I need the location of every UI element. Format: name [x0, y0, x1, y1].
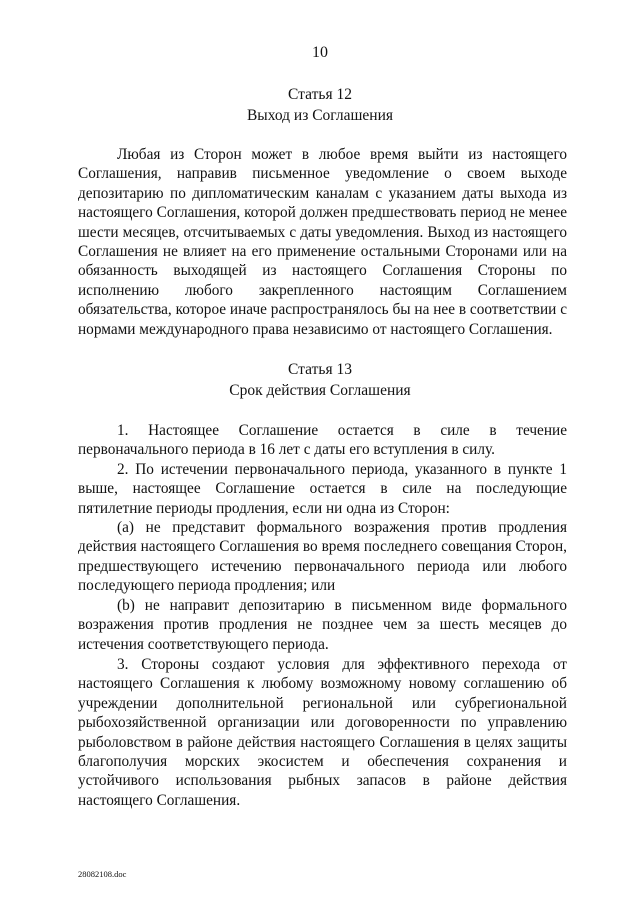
article-13-subparagraph-b: (b) не направит депозитарию в письменном виде формального возражения против продления не позднее чем за шесть месяцев до истечения соответствующего периода.	[78, 597, 567, 653]
article-13-paragraph-2: 2. По истечении первоначального периода, указанного в пункте 1 выше, настоящее Соглашение остается в силе на последующие пятилетние периоды продления, если ни одна из Сторон:	[78, 461, 567, 517]
page-number: 10	[312, 44, 328, 61]
article-12-paragraph: Любая из Сторон может в любое время выйти из настоящего Соглашения, направив письменное уведомление о своем выходе депозитарию по дипломатическим каналам с указанием даты выхода из настоящего Соглашения, которой должен предшествовать период не менее шести месяцев, отсчитываемых с даты уведомления. Выход из настоящего Соглашения не влияет на его применение остальными Сторонами или на обязанность выходящей из настоящего Соглашения Стороны по исполнению любого закрепленного настоящим Соглашением обязательства, которое иначе распространялось бы на нее в соответствии с нормами международного права независимо от настоящего Соглашения.	[78, 146, 567, 338]
article-13-paragraph-3: 3. Стороны создают условия для эффективного перехода от настоящего Соглашения к любому возможному новому соглашению об учреждении дополнительной региональной или субрегиональной рыбохозяйственной организации или договоренности по управлению рыболовством в районе действия настоящего Соглашения в целях защиты благополучия морских экосистем и обеспечения сохранения и устойчивого использования рыбных запасов в районе действия настоящего Соглашения.	[78, 656, 567, 809]
article-12-heading: Статья 12	[288, 86, 352, 103]
article-13-paragraph-1: 1. Настоящее Соглашение остается в силе в течение первоначального периода в 16 лет с даты его вступления в силу.	[78, 422, 567, 459]
article-13-subparagraph-a: (a) не представит формального возражения против продления действия настоящего Соглашения во время последнего совещания Сторон, предшествующего истечению первоначального периода или любого последующего периода продления; или	[78, 519, 567, 595]
footer-file-name: 28082108.doc	[78, 869, 127, 879]
article-12-title: Выход из Соглашения	[246, 107, 394, 124]
article-13-title: Срок действия Соглашения	[229, 382, 411, 399]
article-13-heading: Статья 13	[288, 361, 352, 378]
